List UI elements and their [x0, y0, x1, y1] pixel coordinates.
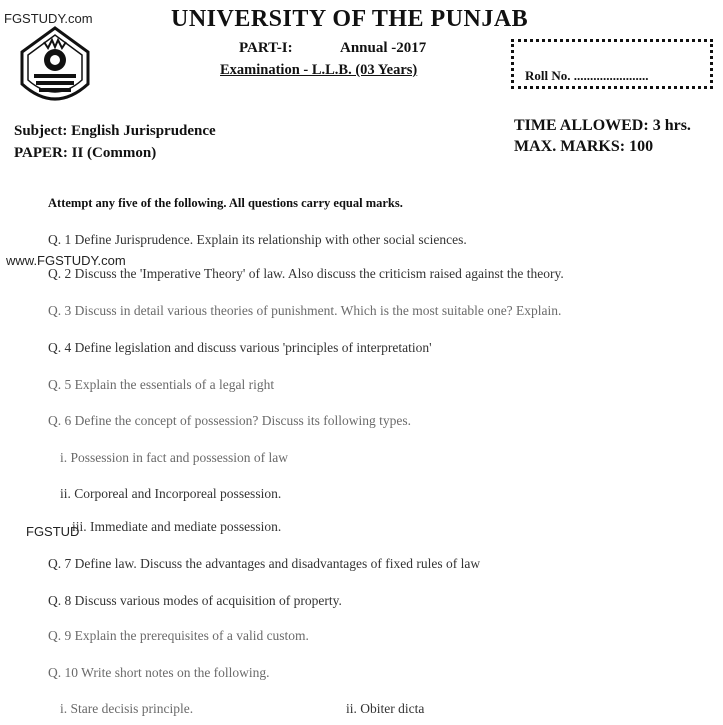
watermark-lower: FGSTUD: [26, 524, 80, 539]
watermark-mid: www.FGSTUDY.com: [6, 253, 126, 268]
max-marks: MAX. MARKS: 100: [514, 138, 654, 155]
time-allowed: TIME ALLOWED: 3 hrs.: [514, 117, 691, 134]
question-10-part-ii: ii. Obiter dicta: [346, 701, 425, 716]
part-label: PART-I:: [239, 40, 293, 56]
question-2: Q. 2 Discuss the 'Imperative Theory' of law. Also discuss the criticism raised against the theory.: [48, 266, 564, 281]
university-seal-icon: [14, 22, 96, 112]
university-title: UNIVERSITY OF THE PUNJAB: [171, 6, 529, 32]
question-3: Q. 3 Discuss in detail various theories of punishment. Which is the most suitable one? Explain.: [48, 303, 562, 318]
question-9: Q. 9 Explain the prerequisites of a valid custom.: [48, 628, 309, 643]
question-6: Q. 6 Define the concept of possession? Discuss its following types.: [48, 413, 411, 428]
question-7: Q. 7 Define law. Discuss the advantages and disadvantages of fixed rules of law: [48, 556, 481, 571]
examination-label: Examination - L.L.B. (03 Years): [220, 62, 418, 78]
question-1: Q. 1 Define Jurisprudence. Explain its relationship with other social sciences.: [48, 232, 467, 247]
question-4: Q. 4 Define legislation and discuss various 'principles of interpretation': [48, 340, 432, 355]
question-5: Q. 5 Explain the essentials of a legal right: [48, 377, 275, 392]
question-10-part-i: i. Stare decisis principle.: [60, 701, 194, 716]
question-6-part-ii: ii. Corporeal and Incorporeal possession.: [60, 486, 282, 501]
paper-label: PAPER: II (Common): [14, 145, 157, 161]
annual-label: Annual -2017: [340, 40, 427, 56]
question-10: Q. 10 Write short notes on the following.: [48, 665, 270, 680]
question-6-part-iii: iii. Immediate and mediate possession.: [72, 519, 282, 534]
instructions: Attempt any five of the following. All questions carry equal marks.: [48, 196, 403, 210]
question-8: Q. 8 Discuss various modes of acquisition of property.: [48, 593, 342, 608]
watermark-top: FGSTUDY.com: [4, 11, 93, 26]
question-6-part-i: i. Possession in fact and possession of law: [60, 450, 288, 465]
roll-number-label: Roll No. .......................: [525, 68, 649, 83]
subject-label: Subject: English Jurisprudence: [14, 123, 216, 139]
